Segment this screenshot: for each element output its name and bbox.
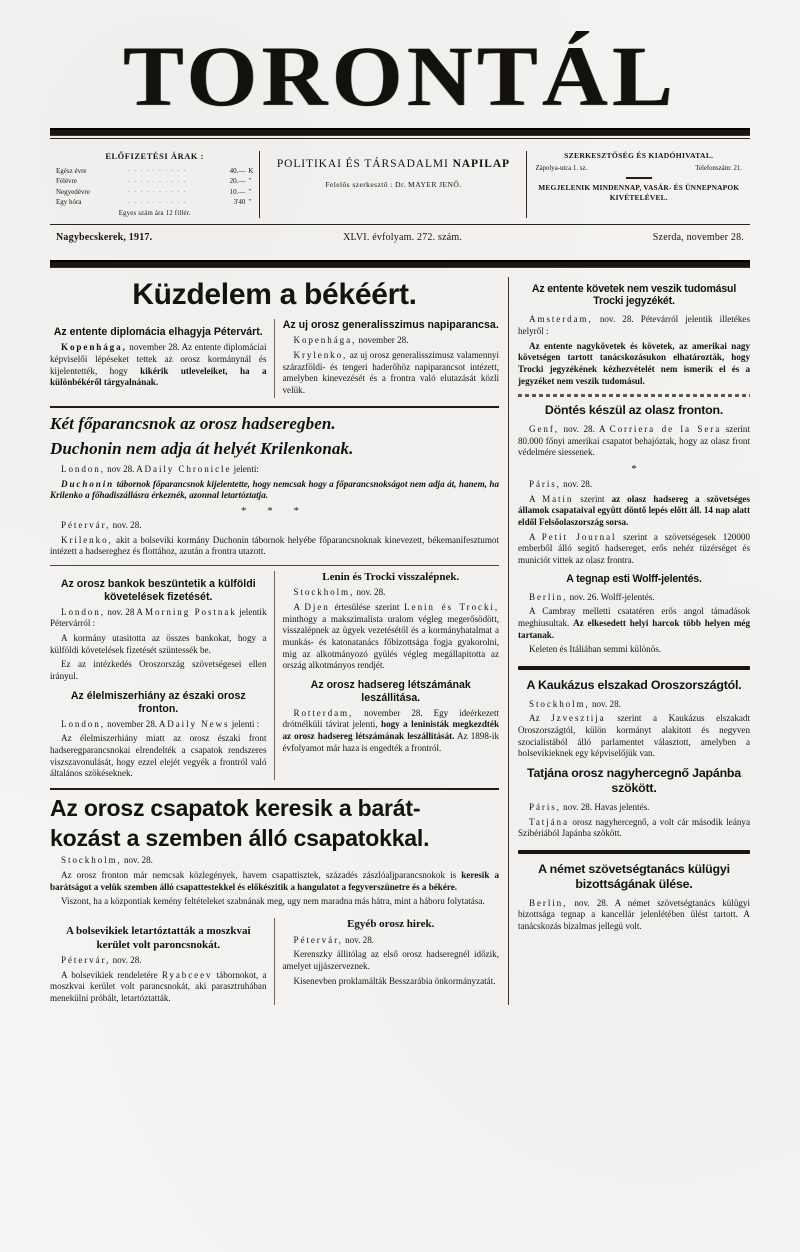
dateline: Amsterdam, xyxy=(529,314,593,325)
article-body xyxy=(283,708,500,755)
article-text: A xyxy=(293,601,305,612)
article-wolff-report xyxy=(518,573,750,656)
dateline-rest: nov. 28. xyxy=(342,934,375,945)
office-contact xyxy=(533,164,744,173)
subscription-price-table xyxy=(56,166,253,208)
divider-dash xyxy=(626,177,652,179)
article-text: szerint xyxy=(573,493,612,504)
article-caucasus xyxy=(518,678,750,760)
section-rule xyxy=(50,788,499,790)
source-name: Jzvesztija xyxy=(551,713,606,724)
article-dateline-para xyxy=(518,592,750,604)
page-body xyxy=(50,277,750,1005)
article-headline: Az orosz hadsereg létszámának leszállitása. xyxy=(310,678,471,704)
article-body: A kormány utasitotta az összes bankokat, hogy a külföldi követelések fizetését szüntessék be. xyxy=(50,633,267,655)
article-body: Ez az intézkedés Oroszország szövetségesei ellen irányul. xyxy=(50,659,267,682)
article-body xyxy=(283,602,500,672)
paper-type-bold: NAPILAP xyxy=(452,158,510,171)
article-german-council xyxy=(518,862,750,933)
article-text: A xyxy=(529,531,542,542)
table-row xyxy=(56,187,253,198)
dateline-rest: nov. 28. xyxy=(110,519,142,530)
ornament-stars: * * * xyxy=(241,504,308,517)
article-body-italic xyxy=(50,479,499,502)
top-two-column-block xyxy=(50,319,499,397)
source-name: Corriera de la Sera xyxy=(609,424,722,435)
article-text: Az orosz fronton már nemcsak közlegények, havem csapattisztek, századés zászlóaljparancsnokok is xyxy=(61,870,462,881)
ornament-star: * xyxy=(631,463,637,476)
paper-type-block xyxy=(259,151,527,218)
issue-place-year: Nagybecskerek, 1917. xyxy=(56,231,153,243)
dateline-rest: nov. 26. Wolff-jelentés. xyxy=(567,591,655,602)
editor-line: Felelős szerkesztő : Dr. MAYER JENŐ. xyxy=(325,179,462,189)
article-headline-line2: Duchonin nem adja át helyét Krilenkonak. xyxy=(50,438,354,458)
source-name: Daily News xyxy=(167,718,230,729)
article-body: Kisenevben proklamálták Besszarábia önkormányzatát. xyxy=(293,975,496,986)
dateline-rest: nov. 28. xyxy=(354,587,386,598)
subject-name: Ryabceev xyxy=(161,969,213,980)
dateline: Pétervár, xyxy=(61,954,111,965)
article-dateline-para xyxy=(518,802,750,814)
article-text: A xyxy=(529,493,543,504)
article-text-bold: kikérik utleveleiket, ha a különbékéről tárgyalnának. xyxy=(50,365,267,388)
article-text-bold: az olasz hadsereg a szövetséges államok csapataival együtt döntő lepés előtt áll. 14 nap alatt eldől Felsőolaszország sorsa. xyxy=(518,493,751,528)
dateline-rest: nov. 28. Pétevárról jelentik illetékes helyről : xyxy=(518,314,750,336)
column-divider xyxy=(508,277,509,1005)
article-army-reduction xyxy=(283,679,500,755)
article-text: szerint 80.000 főnyi amerikai csapatot behajóztak, hogy az olasz front védelmére siessenek. xyxy=(518,424,750,458)
masthead-rule xyxy=(50,128,750,136)
article-body xyxy=(518,817,750,840)
article-text-bold: hogy a leninisták megkezdték az orosz hadsereg létszámának leszállitását. xyxy=(282,719,500,742)
article-dateline-para xyxy=(50,955,267,967)
dateline-rest: november 28. A xyxy=(104,718,168,729)
article-body xyxy=(518,606,750,641)
article-dateline-para xyxy=(50,464,499,476)
subject-name: Duchonin xyxy=(61,478,115,489)
article-russian-banks xyxy=(50,578,267,683)
dateline-rest: nov. 28. xyxy=(589,698,621,709)
article-dateline-para xyxy=(50,719,267,731)
article-text: szerint a Kaukázus elszakadt Oroszországtól, külön kormányt alakitott és negyven szocialistából álló parlamentet választott, amelyben a bolsevikieknek egy képviselőjük van. xyxy=(518,713,750,759)
article-body-bold: Az entente nagykövetek és követek, az amerikai nagy követségen tartott tanácskozásukon elhatározták, hogy Trocki jegyzékének kézhezvételét nem ismerik el és a jegyzéket nem veszik tudomásul. xyxy=(518,340,750,386)
article-two-commanders xyxy=(50,414,499,558)
article-text: A bolsevikiek rendeletére xyxy=(61,969,162,980)
article-dateline-para xyxy=(518,699,750,711)
article-body: Kerenszky állitólag az első orosz hadseregnél időzik, amelyet ujjászerveznek. xyxy=(282,949,499,971)
table-row xyxy=(56,197,253,208)
source-name: Petit Journal xyxy=(541,531,617,542)
article-headline: A Kaukázus elszakad Oroszországtól. xyxy=(526,677,742,692)
section-rule xyxy=(50,406,499,408)
dateline-rest: nov. 28. A xyxy=(558,424,610,435)
article-body: Keleten és Itáliában semmi különös. xyxy=(529,644,662,655)
masthead-rule-thin xyxy=(50,138,750,139)
dateline-rest: nov 28. A xyxy=(104,463,145,474)
subject-name: Lenin és Trocki, xyxy=(404,601,499,612)
article-text: szerint a szövetségesek 120000 emberből álló segitő hadsereget, erős nehéz tüzérséget és municiót vittek az olasz frontra. xyxy=(518,531,750,566)
dateline: Stockholm, xyxy=(293,587,355,598)
article-body: Viszont, ha a központiak kemény feltételeket szabnának meg, ugy nem maradna más hátra, mint a háboru folytatása. xyxy=(61,896,485,907)
price-label: Negyedévre xyxy=(56,187,90,196)
article-headline-line1: Két főparancsnok az orosz hadseregben. xyxy=(50,413,336,433)
article-italian-front xyxy=(518,403,750,567)
article-body xyxy=(50,342,267,389)
article-text: akit a bolseviki kormány Duchonin tábornok helyébe főparancsnoknak kinevezett, békemanifesztumot intézett a hadsereghez és flottához, azután a frontra utazott. xyxy=(50,534,499,557)
source-name: Morning Postnak xyxy=(145,606,237,617)
article-headline: Az orosz bankok beszüntetik a külföldi követelések fizetését. xyxy=(60,577,256,603)
article-body xyxy=(518,532,750,567)
article-text: az uj orosz generalisszimusz valamennyi szárazföldi- és tengeri haderőhöz napiparancsot intézett, amelyben kinevezését és a frontra való elutazását közli velük. xyxy=(282,349,499,395)
dateline: Berlin, xyxy=(529,591,568,602)
section-rule xyxy=(518,394,750,397)
source-rest: jelentik Pétervárról : xyxy=(50,606,267,629)
price-unit: " xyxy=(248,198,252,207)
office-block xyxy=(527,151,750,218)
subject-name: Tatjána xyxy=(529,816,569,827)
article-body xyxy=(518,713,750,760)
price-label: Egy hóra xyxy=(56,198,82,207)
leader-dots: . . . . . . . . . . xyxy=(128,188,188,195)
article-body xyxy=(283,350,500,397)
leader-dots: . . . . . . . . . . xyxy=(128,198,188,205)
office-title: SZERKESZTŐSÉG ÉS KIADÓHIVATAL. xyxy=(564,151,714,161)
article-dateline-para xyxy=(50,855,499,867)
dateline-rest: november 28. xyxy=(356,335,409,346)
article-headline: Lenin és Trocki visszalépnek. xyxy=(322,570,460,583)
price-value: 3'40 xyxy=(233,198,246,207)
article-headline: Döntés készül az olasz fronton. xyxy=(544,403,724,418)
article-text: tábornok főparancsnok kijelentette, hogy nemcsak hogy a főparancsnokságot nem adja át, hanem, ha Krilenko a főhadiszállásra érkeznék, azonnal letartóztatja. xyxy=(50,478,499,501)
article-bolsheviks-arrest xyxy=(50,925,267,1005)
dateline: Pétervár, xyxy=(61,519,111,530)
article-dateline-para xyxy=(283,335,500,347)
price-label: Félévre xyxy=(56,177,77,186)
dateline-rest: nov. 28. xyxy=(121,855,153,866)
article-text: november 28. Az entente diplomáciai képviselői lépéseket tettek az orosz kormánynál és kijelentették, hogy xyxy=(50,342,267,376)
article-text: A Cambray melletti csatatéren erős angol támadások meghiusultak. xyxy=(518,606,750,628)
article-entente-leaves xyxy=(50,326,267,389)
article-body xyxy=(518,494,750,529)
article-headline: A bolsevikiek letartóztatták a moszkvai kerület volt paroncsnokát. xyxy=(65,925,251,951)
subject-name: Krilenko, xyxy=(61,534,113,545)
dateline: Berlin, xyxy=(529,897,568,908)
article-headline: Az entente követek nem veszik tudomásul Trocki jegyzékét. xyxy=(531,282,737,308)
source-rest: jelenti : xyxy=(229,718,260,729)
article-lenin-trotsky xyxy=(283,571,500,672)
article-headline: A tegnap esti Wolff-jelentés. xyxy=(566,572,702,585)
bottom-two-column-block xyxy=(50,918,499,1005)
dateline-rest: nov. 28. xyxy=(110,954,142,965)
single-copy-price: Egyes szám ára 12 fillér. xyxy=(118,209,191,217)
article-headline: Egyéb orosz hirek. xyxy=(347,918,435,931)
dateline: Páris, xyxy=(529,801,561,812)
article-other-russian-news xyxy=(283,918,500,987)
office-phone: Telefonszám: 21. xyxy=(695,164,743,172)
source-name: Daily Chronicle xyxy=(144,463,232,474)
table-row xyxy=(56,176,253,187)
left-zone xyxy=(50,277,499,1005)
dateline: Pétervár, xyxy=(293,934,343,945)
dateline-rest: nov. 28. xyxy=(560,479,593,490)
source-rest: jelenti: xyxy=(231,463,259,474)
paper-type-line xyxy=(268,157,518,173)
article-headline: A német szövetségtanács külügyi bizottságának ülése. xyxy=(538,861,730,891)
article-dateline-para xyxy=(518,314,750,337)
article-body xyxy=(518,424,750,459)
source-name: Djen xyxy=(304,601,330,612)
article-fraternization xyxy=(50,796,499,908)
dateline: Kopenhága, xyxy=(293,335,357,346)
subscription-title: ELŐFIZETÉSI ÁRAK : xyxy=(105,152,205,162)
article-dateline-para xyxy=(283,935,500,947)
price-value: 10.— xyxy=(229,187,246,196)
article-food-shortage xyxy=(50,690,267,780)
issue-volume-number: XLVI. évfolyam. 272. szám. xyxy=(343,231,463,243)
paper-type-text: POLITIKAI ÉS TÁRSADALMI xyxy=(276,158,453,171)
price-label: Egész évre xyxy=(56,166,87,175)
leader-dots: . . . . . . . . . . xyxy=(128,167,188,174)
price-value: 40.— xyxy=(229,166,246,175)
article-text-bold: Az elkesedett helyi harcok több helyen még tartanak. xyxy=(518,617,751,640)
dateline: London, xyxy=(61,606,105,617)
masthead-title: TORONTÁL xyxy=(122,28,677,124)
article-headline-line1: Az orosz csapatok keresik a barát- xyxy=(50,794,421,821)
mid-two-column-block xyxy=(50,571,499,780)
dateline: Páris, xyxy=(529,479,561,490)
article-body: Az élelmiszerhiány miatt az orosz északi front hadseregparancsnokai elrendelték a csapatok rendszeres viszszavonulását, hogy ezzel elejét vegyék a frontról való általános szökéseknek. xyxy=(50,733,267,779)
article-body xyxy=(518,898,750,933)
article-headline-line2: kozást a szemben álló csapatokkal. xyxy=(50,824,430,851)
office-address: Zápolya-utca 1. sz. xyxy=(535,164,588,172)
article-text: tábornokot, a moszkvai kerület volt parancsnokát, aki parasztruhában menekülni próbált, letartóztatták. xyxy=(50,969,267,1003)
section-rule-heavy xyxy=(518,666,750,670)
dateline-rest: nov. 28. Havas jelentés. xyxy=(560,801,650,812)
article-body xyxy=(50,535,499,558)
price-unit: " xyxy=(248,187,252,196)
issue-line xyxy=(50,225,750,250)
article-text: értesülése szerint xyxy=(329,601,405,612)
main-headline: Küzdelem a békéért. xyxy=(132,277,417,311)
article-text: Az xyxy=(529,713,552,724)
article-tatjana xyxy=(518,766,750,840)
dateline-rest: nov. 28 A xyxy=(104,606,146,617)
price-unit: K xyxy=(248,166,254,175)
section-rule-heavy xyxy=(518,850,750,854)
article-body xyxy=(50,970,267,1005)
dateline: Stockholm, xyxy=(529,698,590,709)
header-band xyxy=(50,147,750,222)
price-value: 20.— xyxy=(229,177,246,186)
issue-date: Szerda, november 28. xyxy=(652,231,744,243)
dateline: Stockholm, xyxy=(61,855,122,866)
article-new-generalissimus xyxy=(283,319,500,396)
article-text: nov. 28. A német szövetségtanács külügyi bizottsága tegnap a kancellár jelenlétében ülést tartott. A tanácskozás bizalmas jellegü volt. xyxy=(518,897,750,931)
dateline: Genf, xyxy=(529,424,559,435)
article-headline: Az entente diplomácia elhagyja Pétervárt. xyxy=(53,326,263,339)
issue-bottom-rule xyxy=(50,260,750,268)
article-dateline-para xyxy=(518,479,750,491)
dateline: London, xyxy=(61,718,105,729)
article-headline: Tatjána orosz nagyhercegnő Japánba szökött. xyxy=(527,766,741,795)
article-text: Az 1898-ik évfolyamot már haza is engedték a frontról. xyxy=(282,731,499,753)
publish-note: MEGJELENIK MINDENNAP, VASÁR- ÉS ÜNNEPNAPOK KIVÉTELÉVEL. xyxy=(538,182,740,203)
article-text: november 28. Egy ideérkezett drótnélküli távirat jelenti, xyxy=(282,707,499,730)
leader-dots: . . . . . . . . . . xyxy=(128,177,188,184)
article-headline: Az uj orosz generalisszimus napiparancsa. xyxy=(282,319,499,332)
dateline: Rotterdam, xyxy=(293,707,354,718)
article-text: orosz nagyhercegnő, a volt cár második leánya Szibériából Japánba szökött. xyxy=(518,816,750,839)
price-unit: " xyxy=(248,177,252,186)
article-text-bold: keresik a barátságot a velük szemben álló csapattestekkel és előkészitik a hangulatot a fegyverszünetre és a békére. xyxy=(50,870,499,892)
table-row xyxy=(56,166,253,177)
article-entente-note xyxy=(518,283,750,387)
article-dateline-para xyxy=(50,607,267,630)
dateline: London, xyxy=(61,463,105,474)
article-body xyxy=(50,870,499,893)
spacer xyxy=(50,911,499,918)
right-column xyxy=(518,277,750,1005)
section-rule xyxy=(50,565,499,566)
dateline: Kopenhága, xyxy=(61,342,127,353)
subscription-block xyxy=(50,151,259,218)
article-dateline-para xyxy=(50,520,499,532)
article-headline: Az élelmiszerhiány az északi orosz fronton. xyxy=(70,689,246,715)
article-dateline-para xyxy=(283,587,500,599)
article-text: minthogy a makszimalista uralom végleg megerősödött, visszalépnek az ügyek vezetésétől és a kormányhatalmat a munkás- és katonatanács főbizottsága fogja gyakorolni, mig az alkotmányozó gyülés végleg megállapitotta az ország alkotmányos rendjét. xyxy=(282,613,499,671)
source-name: Matin xyxy=(542,493,574,504)
subject-name: Krylenko, xyxy=(293,349,348,360)
